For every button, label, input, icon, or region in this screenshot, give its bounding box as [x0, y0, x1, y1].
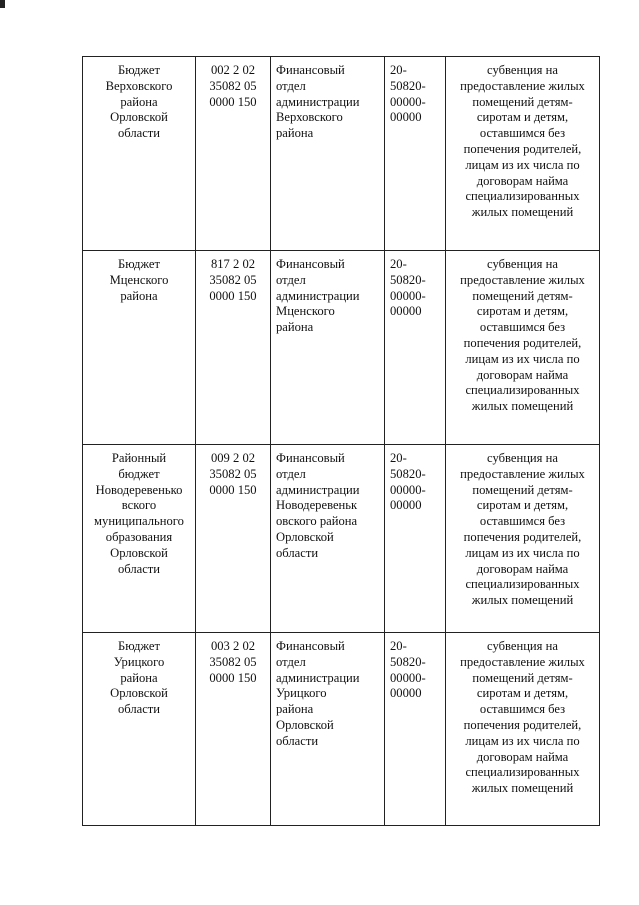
- administrator-cell: Финансовый отдел администрации Верховского района: [271, 57, 385, 251]
- budget-name-cell: Бюджет Мценского района: [83, 251, 196, 445]
- administrator-cell: Финансовый отдел администрации Мценского района: [271, 251, 385, 445]
- target-code-cell: 20- 50820- 00000- 00000: [385, 57, 446, 251]
- description-cell: субвенция на предоставление жилых помещений детям- сиротам и детям, оставшимся без попечения родителей, лицам из их числа по договорам найма специализированных жилых помещений: [446, 251, 600, 445]
- budget-subvention-table: [82, 56, 600, 826]
- description-cell: субвенция на предоставление жилых помещений детям- сиротам и детям, оставшимся без попечения родителей, лицам из их числа по договорам найма специализированных жилых помещений: [446, 445, 600, 633]
- description-cell: субвенция на предоставление жилых помещений детям- сиротам и детям, оставшимся без попечения родителей, лицам из их числа по договорам найма специализированных жилых помещений: [446, 633, 600, 826]
- target-code-cell: 20- 50820- 00000- 00000: [385, 251, 446, 445]
- administrator-cell: Финансовый отдел администрации Урицкого района Орловской области: [271, 633, 385, 826]
- administrator-cell: Финансовый отдел администрации Новодеревеньк овского района Орловской области: [271, 445, 385, 633]
- budget-name-cell: Бюджет Урицкого района Орловской области: [83, 633, 196, 826]
- budget-code-cell: 817 2 02 35082 05 0000 150: [196, 251, 271, 445]
- target-code-cell: 20- 50820- 00000- 00000: [385, 445, 446, 633]
- budget-code-cell: 009 2 02 35082 05 0000 150: [196, 445, 271, 633]
- table-row: [83, 251, 600, 445]
- budget-name-cell: Районный бюджет Новодеревенько вского муниципального образования Орловской области: [83, 445, 196, 633]
- scan-corner-mark: [0, 0, 5, 8]
- table-row: [83, 57, 600, 251]
- target-code-cell: 20- 50820- 00000- 00000: [385, 633, 446, 826]
- description-cell: субвенция на предоставление жилых помещений детям- сиротам и детям, оставшимся без попечения родителей, лицам из их числа по договорам найма специализированных жилых помещений: [446, 57, 600, 251]
- budget-code-cell: 002 2 02 35082 05 0000 150: [196, 57, 271, 251]
- budget-code-cell: 003 2 02 35082 05 0000 150: [196, 633, 271, 826]
- budget-name-cell: Бюджет Верховского района Орловской области: [83, 57, 196, 251]
- table-row: [83, 633, 600, 826]
- table-row: [83, 445, 600, 633]
